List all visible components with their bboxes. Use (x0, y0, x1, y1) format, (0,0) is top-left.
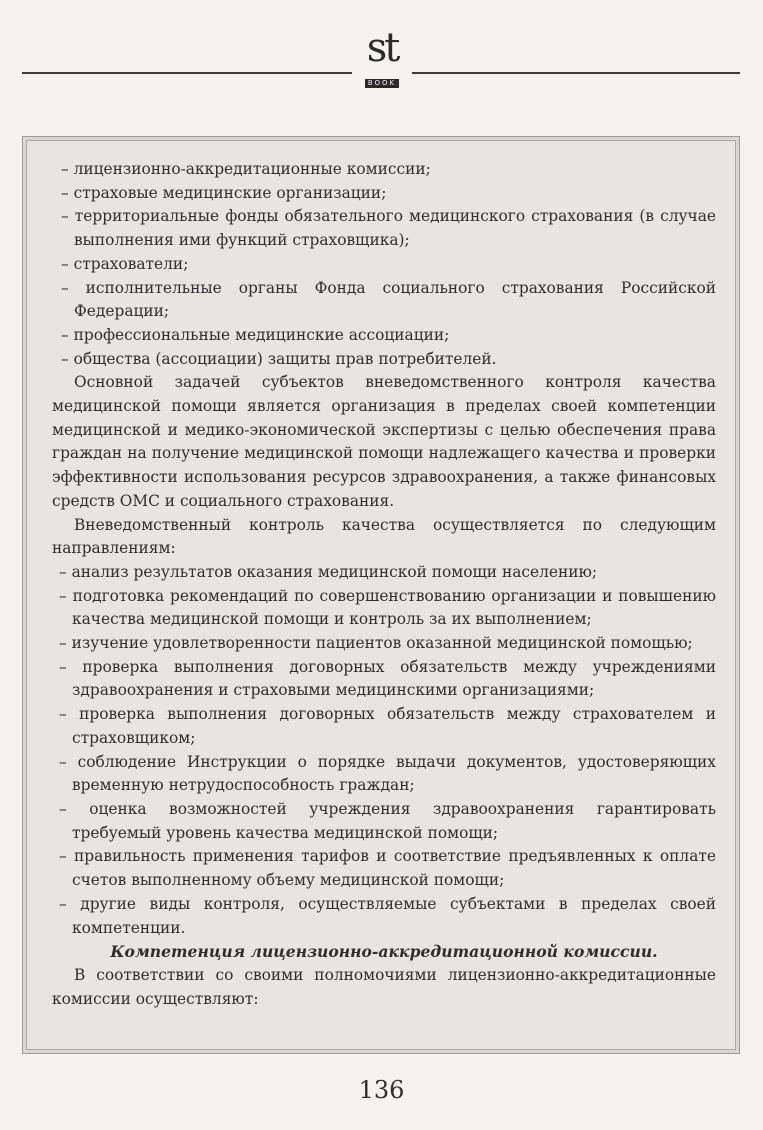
paragraph: Основной задачей субъектов вневедомственного контроля качества медицинской помощи является организация в пределах своей компетенции медицинской и медико-экономической экспертизы с целью обеспечения права граждан на получение медицинской помощи надлежащего качества и проверки эффективности использования ресурсов здравоохранения, а также финансовых средств ОМС и социального страхования. (52, 373, 716, 510)
list-item: – правильность применения тарифов и соответствие предъявленных к оплате счетов выполненному объему медицинской помощи; (59, 847, 716, 890)
paragraph: В соответствии со своими полномочиями лицензионно-аккредитационные комиссии осуществляют: (52, 965, 716, 1008)
logo-sub: BOOK (365, 79, 399, 88)
list-item: – проверка выполнения договорных обязательств между учреждениями здравоохранения и страховыми медицинскими организациями; (59, 657, 716, 700)
list-item: – изучение удовлетворенности пациентов оказанной медицинской помощью; (59, 634, 693, 653)
list-item: – оценка возможностей учреждения здравоохранения гарантировать требуемый уровень качества медицинской помощи; (59, 799, 716, 842)
list-item: – анализ результатов оказания медицинской помощи населению; (59, 562, 598, 581)
page-body (52, 158, 716, 1011)
page-number: 136 (358, 1076, 405, 1104)
header-rule-left (22, 72, 352, 74)
list-item: – общества (ассоциации) защиты прав потребителей. (61, 349, 497, 368)
list-item: – страховые медицинские организации; (61, 183, 387, 202)
section-heading: Компетенция лицензионно-аккредитационной комиссии. (110, 942, 658, 962)
list-item: – профессиональные медицинские ассоциации; (61, 325, 450, 344)
paragraph: Вневедомственный контроль качества осуществляется по следующим направлениям: (52, 515, 716, 558)
list-item: – подготовка рекомендаций по совершенствованию организации и повышению качества медицинской помощи и контроль за их выполнением; (59, 586, 716, 629)
header-rule-right (412, 72, 740, 74)
list-item: – другие виды контроля, осуществляемые субъектами в пределах своей компетенции. (59, 894, 716, 937)
list-item: – проверка выполнения договорных обязательств между страхователем и страховщиком; (59, 705, 716, 747)
list-item: – лицензионно-аккредитационные комиссии; (61, 160, 431, 178)
list-item: – соблюдение Инструкции о порядке выдачи документов, удостоверяющих временную нетрудоспособность граждан; (59, 752, 716, 795)
publisher-logo (352, 26, 412, 88)
logo-mark: st (366, 25, 398, 71)
page-header (0, 0, 763, 110)
list-item: – исполнительные органы Фонда социального страхования Российской Федерации; (61, 278, 716, 321)
list-item: – страхователи; (61, 254, 189, 273)
list-item: – территориальные фонды обязательного медицинского страхования (в случае выполнения ими функций страховщика); (61, 207, 716, 250)
